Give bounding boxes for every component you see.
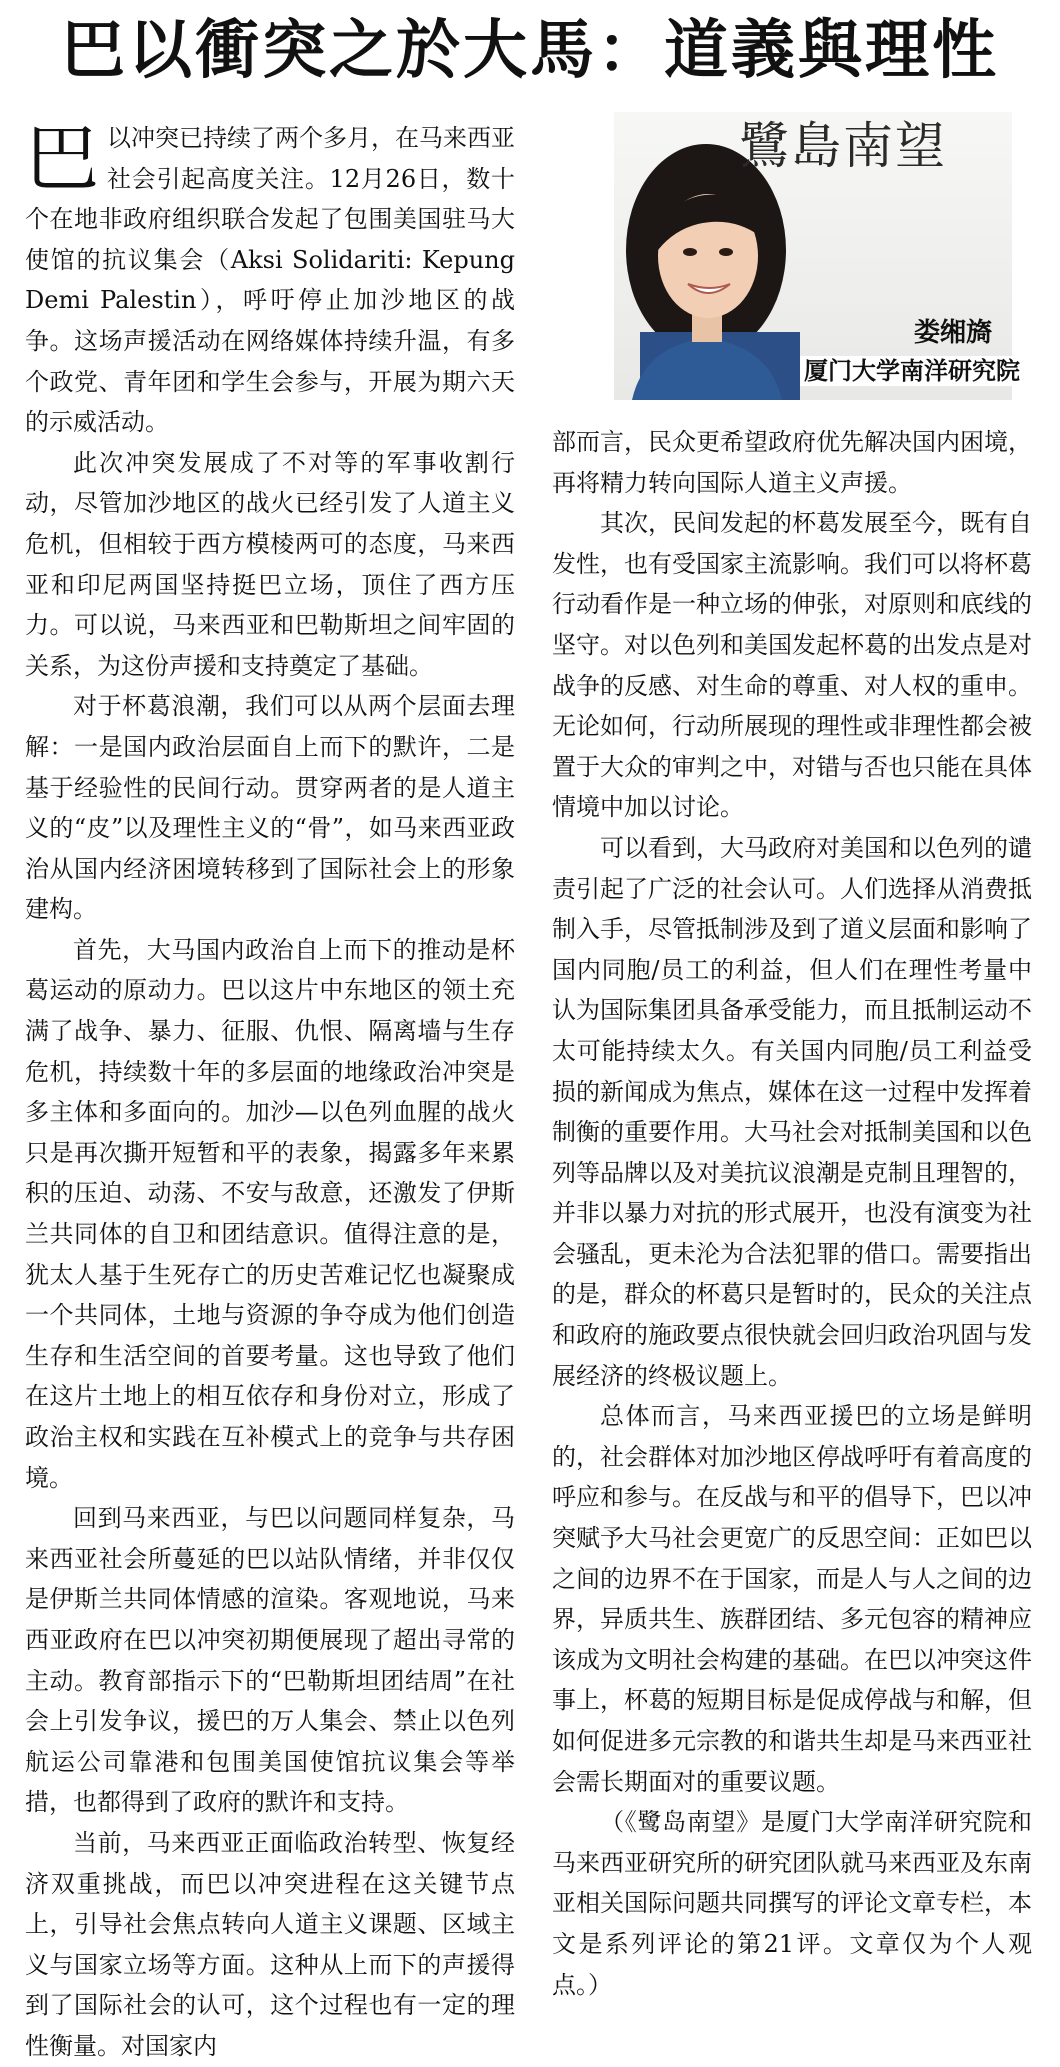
article-paragraph-3: 对于杯葛浪潮，我们可以从两个层面去理解：一是国内政治层面自上而下的默许，二是基于经验性的民间行动。贯穿两者的是人道主义的“皮”以及理性主义的“骨”，如马来西亚政治从国内经济困境转移到了国际社会上的形象建构。 [25, 692, 515, 924]
article-paragraph-6-start: 当前，马来西亚正面临政治转型、恢复经济双重挑战，而巴以冲突进程在这关键节点上，引导社会焦点转向人道主义课题、区域主义与国家立场等方面。这种从上而下的声援得到了国际社会的认可，这个过程也有一定的理性衡量。对国家内 [25, 1828, 515, 2060]
article-paragraph-6-end: 部而言，民众更希望政府优先解决国内困境，再将精力转向国际人道主义声援。 [552, 428, 1032, 497]
headline: 巴以衝突之於大馬：道義與理性 [61, 14, 999, 88]
author-name: 娄缃旖 [913, 318, 992, 348]
drop-cap: 巴 [25, 116, 99, 202]
article-paragraph-10: （《鹭岛南望》是厦门大学南洋研究院和马来西亚研究所的研究团队就马来西亚及东南亚相关国际问题共同撰写的评论文章专栏，本文是系列评论的第21评。文章仅为个人观点。） [552, 1808, 1032, 1999]
paragraph-1-text: 以冲突已持续了两个多月，在马来西亚社会引起高度关注。12月26日，数十个在地非政府组织联合发起了包围美国驻马大使馆的抗议集会（Aksi Solidariti: Kepung Demi Palestin），呼吁停止加沙地区的战争。这场声援活动在网络媒体持续升温，有多个政党、青年团和学生会参与，开展为期六天的示威活动。 [25, 124, 515, 437]
article-right-column [552, 118, 1032, 2005]
article-paragraph-8: 可以看到，大马政府对美国和以色列的谴责引起了广泛的社会认可。人们选择从消费抵制入手，尽管抵制涉及到了道义层面和影响了国内同胞/员工的利益，但人们在理性考量中认为国际集团具备承受能力，而且抵制运动不太可能持续太久。有关国内同胞/员工利益受损的新闻成为焦点，媒体在这一过程中发挥着制衡的重要作用。大马社会对抵制美国和以色列等品牌以及对美抗议浪潮是克制且理智的，并非以暴力对抗的形式展开，也没有演变为社会骚乱，更未沦为合法犯罪的借口。需要指出的是，群众的杯葛只是暂时的，民众的关注点和政府的施政要点很快就会回归政治巩固与发展经济的终极议题上。 [552, 833, 1032, 1390]
article-paragraph-5: 回到马来西亚，与巴以问题同样复杂，马来西亚社会所蔓延的巴以站队情绪，并非仅仅是伊斯兰共同体情感的渲染。客观地说，马来西亚政府在巴以冲突初期便展现了超出寻常的主动。教育部指示下的“巴勒斯坦团结周”在社会上引发争议，援巴的万人集会、禁止以色列航运公司靠港和包围美国使馆抗议集会等举措，也都得到了政府的默许和支持。 [25, 1504, 515, 1817]
article-paragraph-4: 首先，大马国内政治自上而下的推动是杯葛运动的原动力。巴以这片中东地区的领土充满了战争、暴力、征服、仇恨、隔离墙与生存危机，持续数十年的多层面的地缘政治冲突是多主体和多面向的。加沙—以色列血腥的战火只是再次撕开短暂和平的表象，揭露多年来累积的压迫、动荡、不安与敌意，还激发了伊斯兰共同体的自卫和团结意识。值得注意的是，犹太人基于生死存亡的历史苦难记忆也凝聚成一个共同体，土地与资源的争夺成为他们创造生存和生活空间的首要考量。这也导致了他们在这片土地上的相互依存和身份对立，形成了政治主权和实践在互补模式上的竞争与共存困境。 [25, 935, 515, 1492]
column-title: 鷺島南望 [739, 117, 947, 175]
article-paragraph-1 [25, 118, 515, 443]
article-paragraph-9: 总体而言，马来西亚援巴的立场是鲜明的，社会群体对加沙地区停战呼吁有着高度的呼应和参与。在反战与和平的倡导下，巴以冲突赋予大马社会更宽广的反思空间：正如巴以之间的边界不在于国家，而是人与人之间的边界，异质共生、族群团结、多元包容的精神应该成为文明社会构建的基础。在巴以冲突这件事上，杯葛的短期目标是促成停战与和解，但如何促进多元宗教的和谐共生却是马来西亚社会需长期面对的重要议题。 [552, 1402, 1032, 1796]
article-left-column [25, 118, 515, 2067]
column-header-image [552, 112, 1032, 400]
author-affiliation: 厦门大学南洋研究院 [800, 356, 1024, 386]
article-paragraph-7: 其次，民间发起的杯葛发展至今，既有自发性，也有受国家主流影响。我们可以将杯葛行动看作是一种立场的伸张，对原则和底线的坚守。对以色列和美国发起杯葛的出发点是对战争的反感、对生命的尊重、对人权的重申。无论如何，行动所展现的理性或非理性都会被置于大众的审判之中，对错与否也只能在具体情境中加以讨论。 [552, 509, 1032, 822]
article-paragraph-2: 此次冲突发展成了不对等的军事收割行动，尽管加沙地区的战火已经引发了人道主义危机，但相较于西方模棱两可的态度，马来西亚和印尼两国坚持挺巴立场，顶住了西方压力。可以说，马来西亚和巴勒斯坦之间牢固的关系，为这份声援和支持奠定了基础。 [25, 448, 515, 680]
